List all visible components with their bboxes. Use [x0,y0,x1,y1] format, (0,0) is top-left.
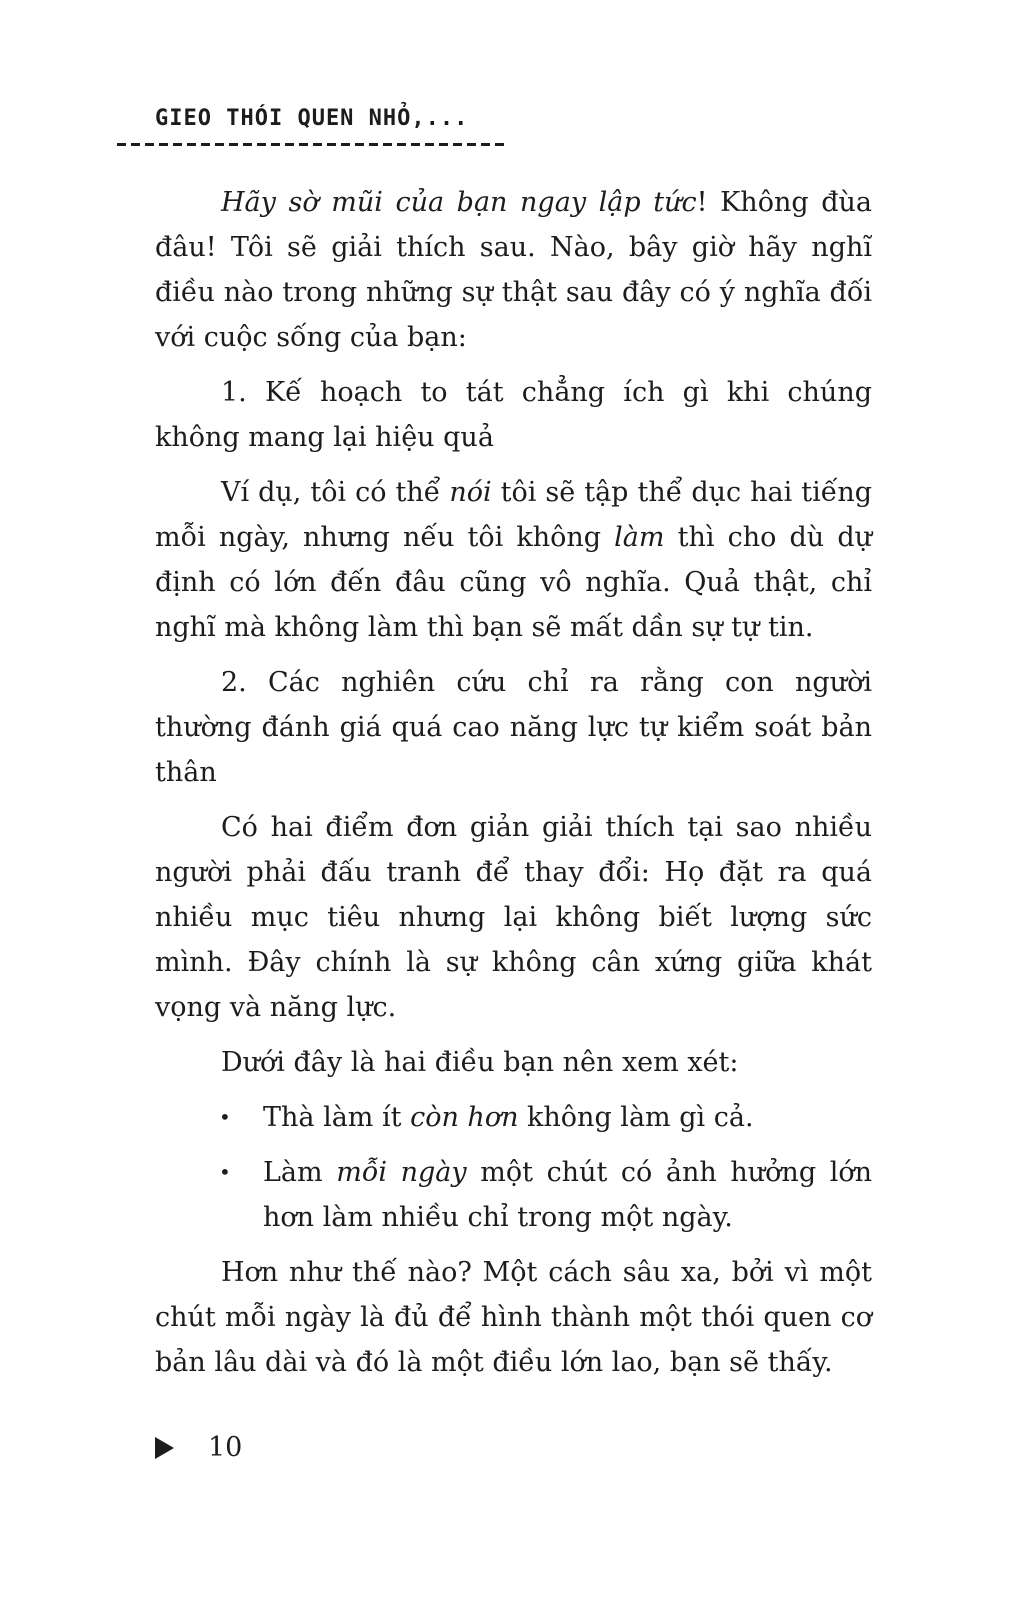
paragraph [155,470,872,650]
page-number: 10 [208,1432,243,1463]
text-run: ! Không đùa đâu! Tôi sẽ giải thích sau. Nào, bây giờ hãy nghĩ điều nào trong những sự thật sau đây có ý nghĩa đối với cuộc sống của bạn: [155,187,872,353]
paragraph [155,370,872,460]
text-run: 2. Các nghiên cứu chỉ ra rằng con người thường đánh giá quá cao năng lực tự kiểm soát bản thân [155,667,872,788]
italic-text-run: mỗi ngày [336,1157,467,1188]
paragraph [155,805,872,1030]
paragraph [155,180,872,360]
bullet-item [155,1150,872,1240]
page-footer [155,1432,242,1463]
text-run: Ví dụ, tôi có thể [221,477,450,508]
italic-text-run: Hãy sờ mũi của bạn ngay lập tức [221,187,697,218]
text-run: Dưới đây là hai điều bạn nên xem xét: [221,1047,739,1078]
paragraph [155,1250,872,1385]
bullet-text [263,1150,872,1240]
text-run: Thà làm ít [263,1102,411,1133]
text-run: Làm [263,1157,337,1188]
bullet-item [155,1095,872,1140]
paragraph [155,660,872,795]
italic-text-run: còn hơn [410,1102,519,1133]
text-run: Hơn như thế nào? Một cách sâu xa, bởi vì một chút mỗi ngày là đủ để hình thành một thói quen cơ bản lâu dài và đó là một điều lớn lao, bạn sẽ thấy. [155,1257,872,1378]
text-run: Có hai điểm đơn giản giải thích tại sao nhiều người phải đấu tranh để thay đổi: Họ đặt ra quá nhiều mục tiêu nhưng lại không biết lượng sức mình. Đây chính là sự không cân xứng giữa khát vọng và năng lực. [155,812,872,1023]
text-run: tôi sẽ tập thể dục hai tiếng mỗi ngày, nhưng nếu tôi không [155,477,873,553]
italic-text-run: nói [449,477,492,508]
page-body [155,180,872,1385]
right-triangle-icon [155,1437,174,1459]
bullet-icon: • [219,1160,231,1184]
text-run: không làm gì cả. [518,1102,754,1133]
running-title: GIEO THÓI QUEN NHỎ,... [155,106,469,131]
text-run: 1. Kế hoạch to tát chẳng ích gì khi chúng không mang lại hiệu quả [155,377,872,453]
italic-text-run: làm [614,522,665,553]
bullet-icon: • [219,1105,231,1129]
page-header [155,106,872,146]
text-run: thì cho dù dự định có lớn đến đâu cũng vô nghĩa. Quả thật, chỉ nghĩ mà không làm thì bạn sẽ mất dần sự tự tin. [155,522,872,643]
text-run: một chút có ảnh hưởng lớn hơn làm nhiều chỉ trong một ngày. [263,1157,872,1233]
paragraph [155,1040,872,1085]
bullet-text [263,1095,872,1140]
header-divider-dashed-rule [117,143,507,146]
